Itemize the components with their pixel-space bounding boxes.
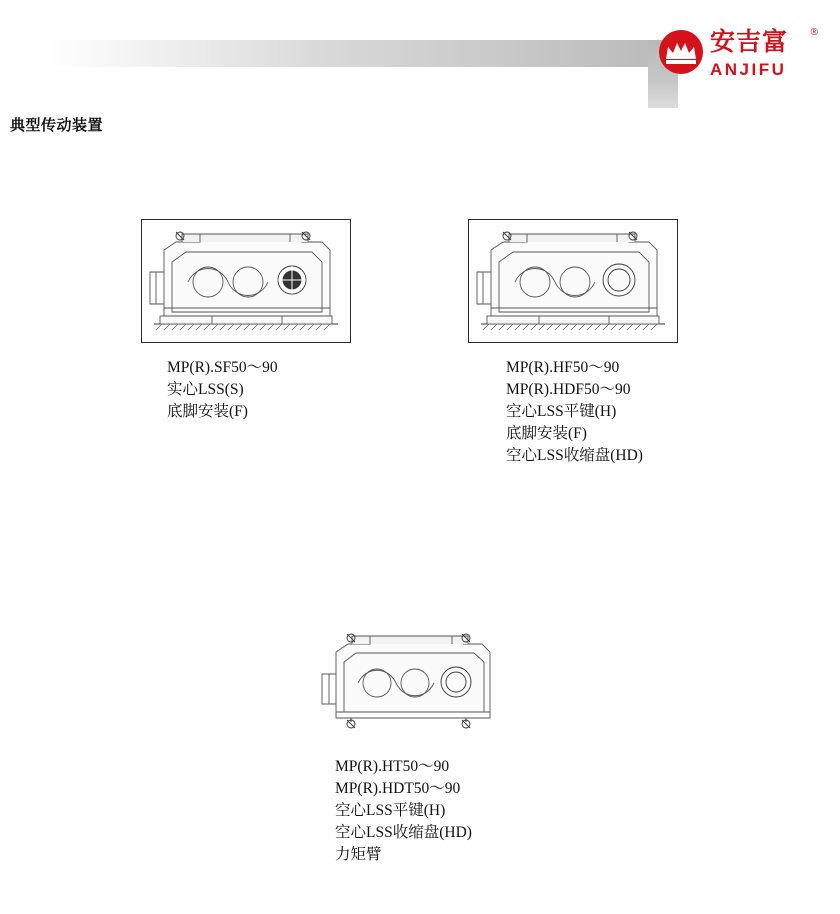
brand-logo-latin-text: ANJIFU [710, 60, 787, 79]
gearbox-hollow-shaft-foot-mounted-diagram [468, 219, 678, 343]
figure-gearbox-sf [141, 219, 351, 423]
registered-trademark-icon: ® [810, 27, 818, 38]
caption-line: 空心LSS收缩盘(HD) [506, 447, 643, 464]
caption-line: 空心LSS平键(H) [335, 802, 446, 819]
anjifu-crown-logo-icon [658, 29, 704, 75]
figure-caption-ht [335, 756, 496, 866]
caption-line: MP(R).HF50～90 [506, 359, 620, 376]
figure-caption-sf [167, 357, 351, 423]
caption-line: MP(R).HDT50～90 [335, 780, 461, 797]
header-gradient-bar [48, 40, 678, 67]
caption-line: 空心LSS收缩盘(HD) [335, 824, 472, 841]
caption-line: 底脚安装(F) [167, 403, 248, 420]
brand-logo [658, 27, 818, 89]
caption-line: MP(R).HT50～90 [335, 758, 450, 775]
caption-line: MP(R).HDF50～90 [506, 381, 631, 398]
page-header [0, 0, 840, 110]
caption-line: 空心LSS平键(H) [506, 403, 617, 420]
figure-gearbox-ht [318, 626, 496, 866]
gearbox-hollow-shaft-torque-arm-diagram [318, 626, 496, 742]
caption-line: 实心LSS(S) [167, 381, 244, 398]
figure-gearbox-hf [468, 219, 678, 467]
figure-caption-hf [506, 357, 678, 467]
caption-line: MP(R).SF50～90 [167, 359, 278, 376]
brand-logo-chinese-text: 安吉富 [710, 27, 789, 56]
page-title: 典型传动装置 [10, 116, 104, 134]
gearbox-solid-shaft-foot-mounted-diagram [141, 219, 351, 343]
caption-line: 底脚安装(F) [506, 425, 587, 442]
caption-line: 力矩臂 [335, 846, 382, 863]
